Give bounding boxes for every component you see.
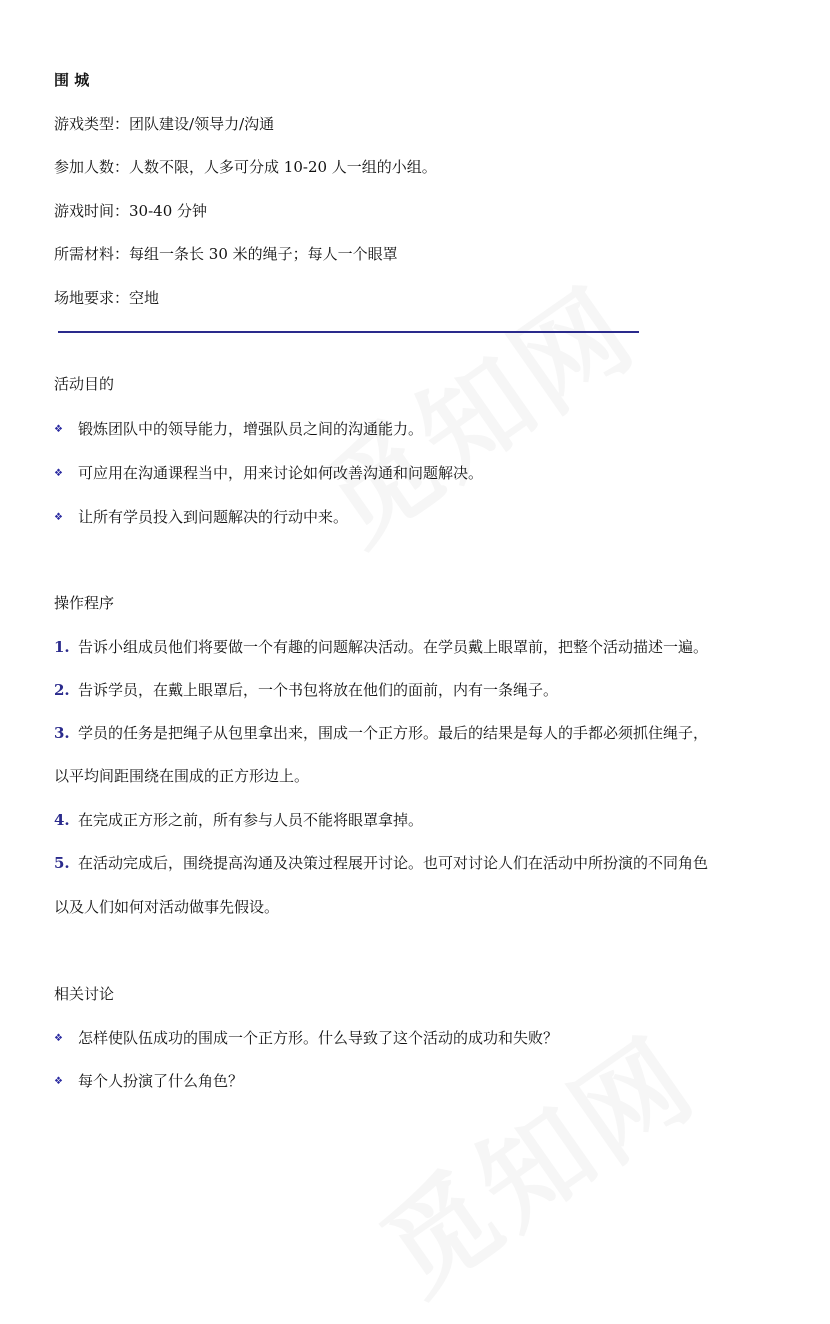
- step-item: 4. 在完成正方形之前，所有参与人员不能将眼罩拿掉。: [54, 811, 424, 829]
- step-continuation: 以平均间距围绕在围成的正方形边上。: [54, 767, 310, 785]
- meta-label: 所需材料：: [54, 245, 130, 263]
- section-heading-discussion: 相关讨论: [54, 985, 115, 1003]
- meta-row-time: [54, 201, 207, 221]
- doc-title: 围 城: [54, 71, 90, 89]
- section-heading-procedure: 操作程序: [54, 594, 115, 612]
- step-item: 2. 告诉学员，在戴上眼罩后，一个书包将放在他们的面前，内有一条绳子。: [54, 681, 559, 699]
- step-item: 5. 在活动完成后，围绕提高沟通及决策过程展开讨论。也可对讨论人们在活动中所扮演的不同角色: [54, 854, 709, 872]
- meta-label: 游戏时间：: [54, 202, 130, 220]
- diamond-bullet-icon: ❖: [54, 1076, 63, 1087]
- step-item: 1. 告诉小组成员他们将要做一个有趣的问题解决活动。在学员戴上眼罩前，把整个活动描述一遍。: [54, 638, 709, 656]
- list-item: ❖ 让所有学员投入到问题解决的行动中来。: [54, 508, 349, 526]
- list-item: ❖ 怎样使队伍成功的围成一个正方形。什么导致了这个活动的成功和失败？: [54, 1029, 559, 1047]
- meta-value: 每组一条长 30 米的绳子；每人一个眼罩: [129, 245, 398, 263]
- diamond-bullet-icon: ❖: [54, 512, 63, 523]
- list-item: ❖ 可应用在沟通课程当中，用来讨论如何改善沟通和问题解决。: [54, 464, 484, 482]
- meta-value: 30-40 分钟: [129, 202, 208, 220]
- meta-label: 场地要求：: [54, 289, 130, 307]
- diamond-bullet-icon: ❖: [54, 1033, 63, 1044]
- meta-value: 空地: [129, 289, 160, 307]
- meta-label: 游戏类型：: [54, 115, 130, 133]
- meta-row-type: [54, 114, 274, 134]
- meta-row-venue: [54, 288, 159, 308]
- section-heading-purpose: 活动目的: [54, 375, 115, 393]
- list-item: ❖ 每个人扮演了什么角色？: [54, 1072, 244, 1090]
- meta-value: 团队建设/领导力/沟通: [129, 115, 275, 133]
- step-item: 3. 学员的任务是把绳子从包里拿出来，围成一个正方形。最后的结果是每人的手都必须抓住绳子，: [54, 724, 709, 742]
- step-continuation: 以及人们如何对活动做事先假设。: [54, 898, 280, 916]
- meta-value: 人数不限，人多可分成 10-20 人一组的小组。: [129, 158, 437, 176]
- diamond-bullet-icon: ❖: [54, 424, 63, 435]
- divider: [58, 331, 639, 333]
- meta-row-players: [54, 157, 437, 177]
- meta-row-materials: [54, 244, 398, 264]
- list-item: ❖ 锻炼团队中的领导能力，增强队员之间的沟通能力。: [54, 420, 424, 438]
- meta-label: 参加人数：: [54, 158, 130, 176]
- diamond-bullet-icon: ❖: [54, 468, 63, 479]
